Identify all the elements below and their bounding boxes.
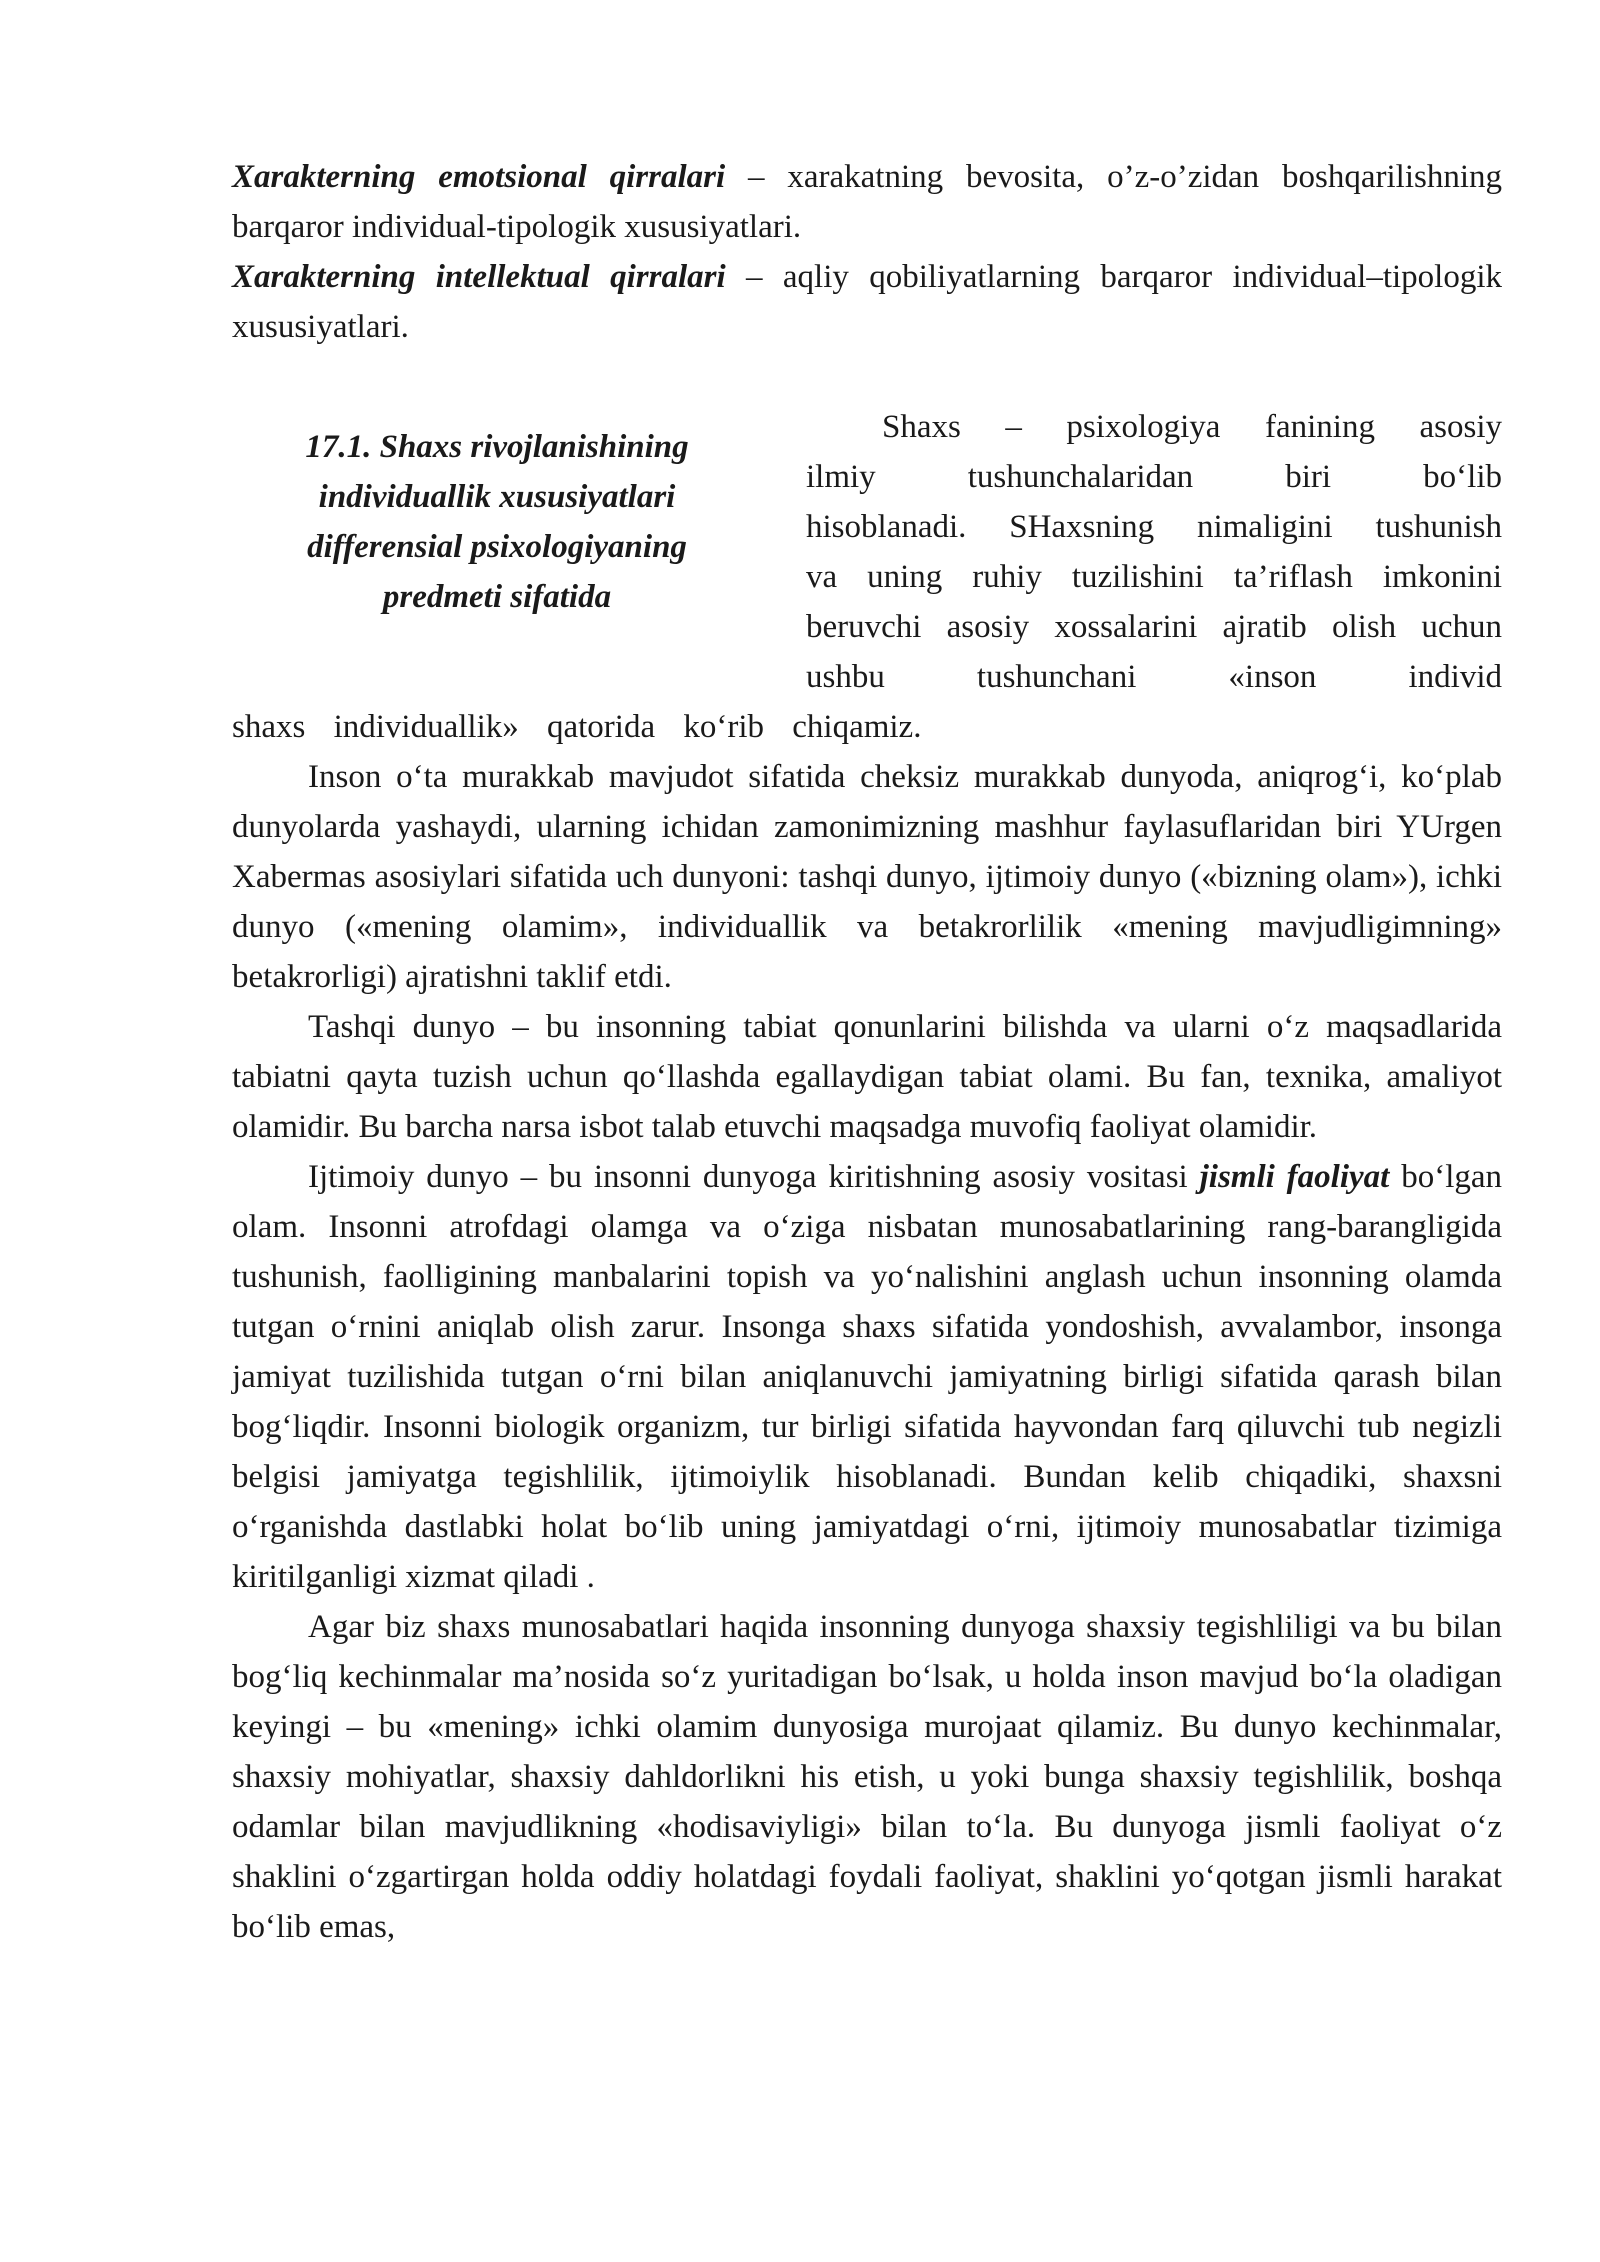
intro-line: beruvchi asosiy xossalarini ajratib olish uchun bbox=[806, 609, 1502, 645]
paragraph: Tashqi dunyo – bu insonning tabiat qonunlarini bilishda va ularni o‘z maqsadlarida tabiatni qayta tuzish uchun qo‘llashda egallaydigan tabiat olami. Bu fan, texnika, amaliyot olamidir. Bu barcha narsa isbot talab etuvchi maqsadga muvofiq faoliyat olamidir. bbox=[232, 1009, 1502, 1145]
heading-line: 17.1. Shaxs rivojlanishining bbox=[305, 429, 689, 465]
intro-line: ilmiy tushunchalaridan biri bo‘lib bbox=[806, 459, 1502, 495]
paragraph: Inson o‘ta murakkab mavjudot sifatida cheksiz murakkab dunyoda, aniqrog‘i, ko‘plab dunyolarda yashaydi, ularning ichidan zamonimizning mashhur faylasuflaridan biri YUrgen Xabermas asosiylari sifatida uch dunyoni: tashqi dunyo, ijtimoiy dunyo («bizning olam»), ichki dunyo («mening olamim», individuallik va betakrorlilik «mening mavjudligimning» betakrorligi) ajratishni taklif etdi. bbox=[232, 759, 1502, 995]
definition-intellectual bbox=[232, 252, 1502, 352]
paragraph-text: Ijtimoiy dunyo – bu insonni dunyoga kiritishning asosiy vositasi bbox=[308, 1159, 1200, 1195]
intro-line: Shaxs – psixologiya fanining asosiy bbox=[882, 409, 1502, 445]
section-intro-column bbox=[806, 402, 1502, 702]
intro-line: ushbu tushunchani «inson individ bbox=[806, 659, 1502, 695]
paragraph-text: bo‘lgan olam. Insonni atrofdagi olamga va o‘ziga nisbatan munosabatlarining rang-barangligida tushunish, faolligining manbalarini topish va yo‘nalishini anglash uchun insonning olamda tutgan o‘rnini aniqlab olish zarur. Insonga shaxs sifatida yondoshish, avvalambor, insonga jamiyat tuzilishida tutgan o‘rni bilan aniqlanuvchi jamiyatning birligi sifatida qarash bilan bog‘liqdir. Insonni biologik organizm, tur birligi sifatida hayvondan farq qiluvchi tub negizli belgisi jamiyatga tegishlilik, ijtimoiylik hisoblanadi. Bundan kelib chiqadiki, shaxsni o‘rganishda dastlabki holat bo‘lib uning jamiyatdagi o‘rni, ijtimoiy munosabatlar tizimiga kiritilganligi xizmat qiladi . bbox=[232, 1159, 1503, 1595]
section-block bbox=[232, 402, 1502, 702]
heading-line: differensial psixologiyaning bbox=[307, 529, 687, 565]
paragraph bbox=[232, 1152, 1502, 1602]
definition-text: – xarakatning bevosita, o’z-o’zidan boshqarilishning barqaror individual-tipologik xususiyatlari. bbox=[232, 159, 1503, 245]
paragraph: Agar biz shaxs munosabatlari haqida insonning dunyoga shaxsiy tegishliligi va bu bilan bog‘liq kechinmalar ma’nosida so‘z yuritadigan bo‘lsak, u holda inson mavjud bo‘la oladigan keyingi – bu «mening» ichki olamim dunyosiga murojaat qilamiz. Bu dunyo kechinmalar, shaxsiy mohiyatlar, shaxsiy dahldorlikni his etish, u yoki bunga shaxsiy tegishlilik, boshqa odamlar bilan mavjudlikning «hodisaviyligi» bilan to‘la. Bu dunyoga jismli faoliyat o‘z shaklini o‘zgartirgan holda oddiy holatdagi foydali faoliyat, shaklini yo‘qotgan jismli harakat bo‘lib emas, bbox=[232, 1609, 1502, 1945]
intro-line: hisoblanadi. SHaxsning nimaligini tushunish bbox=[806, 509, 1502, 545]
definition-emotional bbox=[232, 152, 1502, 252]
intro-continuation: shaxs individuallik» qatorida ko‘rib chiqamiz. bbox=[232, 709, 922, 745]
heading-line: predmeti sifatida bbox=[382, 579, 612, 615]
intro-line: va uning ruhiy tuzilishini ta’riflash imkonini bbox=[806, 559, 1502, 595]
definition-term: Xarakterning emotsional qirralari bbox=[232, 159, 726, 195]
definition-term: Xarakterning intellektual qirralari bbox=[232, 259, 726, 295]
section-heading bbox=[232, 422, 762, 622]
emphasis-text: jismli faoliyat bbox=[1199, 1159, 1390, 1195]
spacer bbox=[232, 352, 1502, 402]
document-content bbox=[232, 152, 1502, 1952]
heading-line: individuallik xususiyatlari bbox=[318, 479, 676, 515]
definition-text: – aqliy qobiliyatlarning barqaror individual–tipologik xususiyatlari. bbox=[232, 259, 1502, 345]
